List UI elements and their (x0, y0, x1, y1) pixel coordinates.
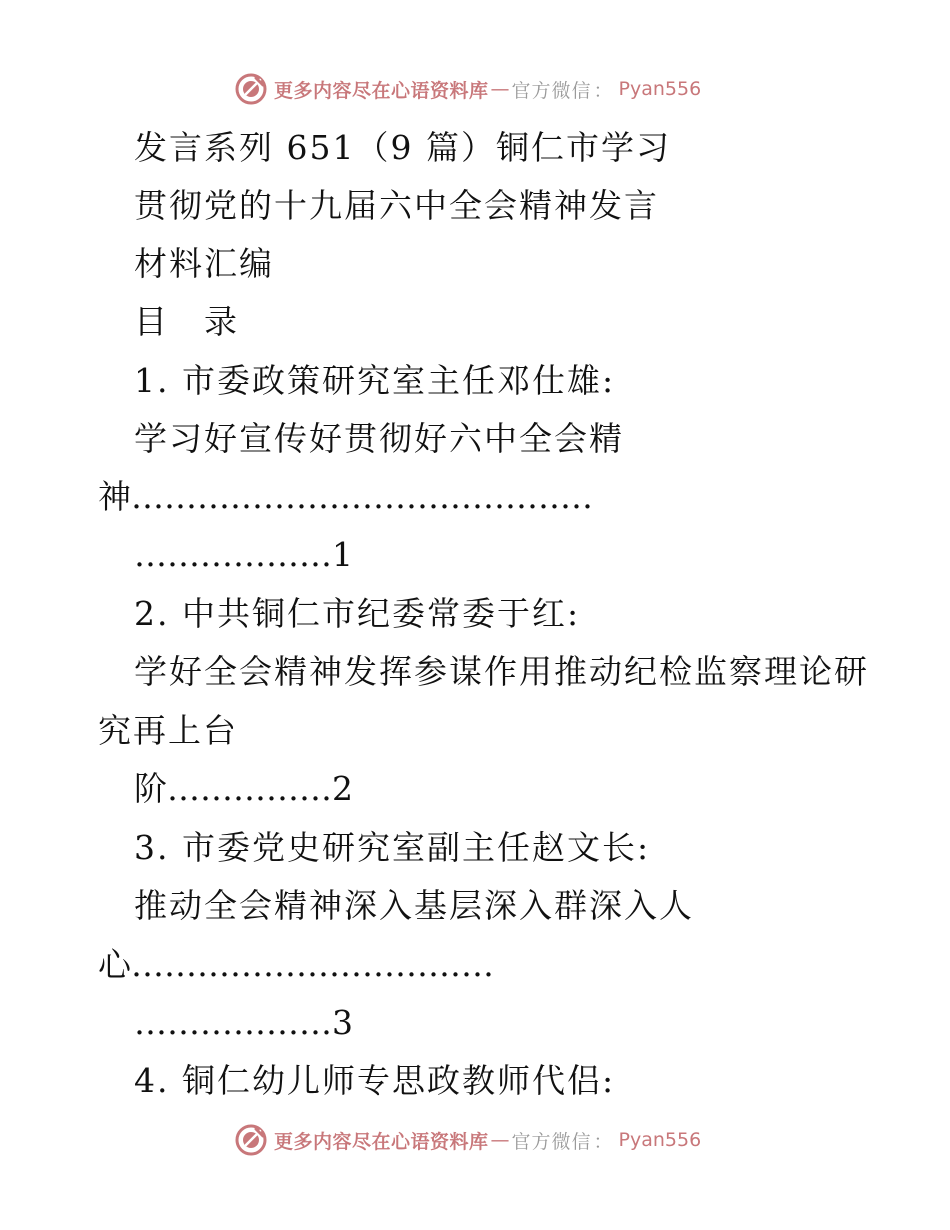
seal-logo-icon (234, 1123, 268, 1157)
banner-separator: ： (593, 79, 613, 102)
toc-entry-1-number-label: 1. 市委政策研究室主任邓仕雄: (134, 361, 616, 400)
toc-entry-2-title-line-2: 究再上台 (98, 711, 238, 750)
toc-entry-3-title-line-1: 推动全会精神深入基层深入群深入人 (134, 886, 694, 925)
banner-main-text: 更多内容尽在心语资料库 (274, 79, 489, 102)
toc-entry-4-number-label: 4. 铜仁幼儿师专思政教师代侣: (134, 1061, 616, 1100)
footer-banner-account-id: Pyan556 (618, 1129, 702, 1151)
toc-entry-3-number-label: 3. 市委党史研究室副主任赵文长: (134, 828, 651, 867)
banner-sub-text: 官方微信 (511, 79, 592, 102)
toc-entry-1-title-line-1: 学习好宣传好贯彻好六中全会精 (134, 419, 624, 458)
doc-title-line-2: 贯彻党的十九届六中全会精神发言 (134, 186, 659, 225)
header-banner (234, 71, 701, 107)
banner-account-id: Pyan556 (618, 78, 702, 100)
toc-entry-2-title-line-1: 学好全会精神发挥参谋作用推动纪检监察理论研 (134, 652, 869, 691)
footer-banner-main-text: 更多内容尽在心语资料库 (274, 1130, 489, 1153)
toc-entry-2-page: 阶……………2 (134, 769, 353, 808)
footer-banner-dash: — (490, 1129, 510, 1151)
footer-banner-separator: ： (593, 1130, 613, 1153)
toc-entry-3-page: ………………3 (134, 1003, 353, 1042)
toc-heading: 目 录 (134, 302, 239, 341)
toc-entry-1-page: ………………1 (134, 535, 353, 574)
seal-logo-icon (234, 72, 268, 106)
toc-entry-3-title-line-2: 心…………………………… (98, 945, 494, 984)
footer-banner-sub-text: 官方微信 (511, 1130, 592, 1153)
footer-banner (234, 1122, 701, 1158)
toc-entry-2-number-label: 2. 中共铜仁市纪委常委于红: (134, 594, 581, 633)
doc-title-line-1: 发言系列 651（9 篇）铜仁市学习 (134, 128, 671, 167)
toc-entry-1-title-line-2: 神…………………………………… (98, 477, 593, 516)
banner-dash: — (490, 78, 510, 100)
doc-title-line-3: 材料汇编 (134, 244, 274, 283)
